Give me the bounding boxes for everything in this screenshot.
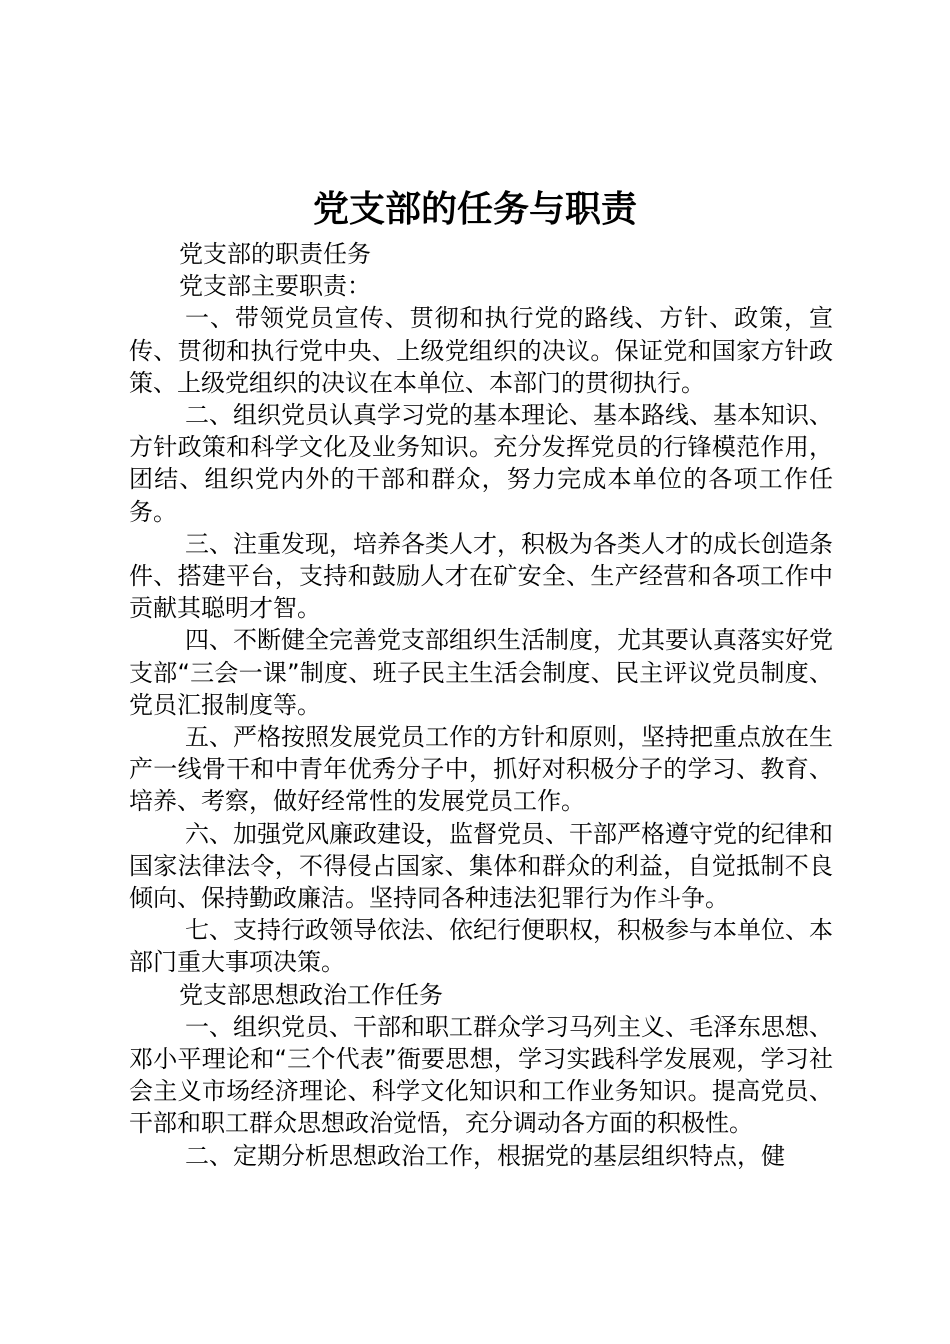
- paragraph-duty-2: 二、组织党员认真学习党的基本理论、基本路线、基本知识、方针政策和科学文化及业务知识。充分发挥党员的行锋模范作用，团结、组织党内外的干部和群众，努力完成本单位的各项工作任务。: [129, 401, 833, 526]
- section-heading-duties-tasks: 党支部的职责任务: [179, 240, 371, 268]
- document-body: [129, 238, 833, 1172]
- paragraph-duty-6: 六、加强党风廉政建设，监督党员、干部严格遵守党的纪律和国家法律法令，不得侵占国家、集体和群众的利益，自觉抵制不良倾向、保持勤政廉洁。坚持同各种违法犯罪行为作斗争。: [129, 819, 833, 913]
- paragraph-duty-3: 三、注重发现，培养各类人才，积极为各类人才的成长创造条件、搭建平台，支持和鼓励人才在矿安全、生产经营和各项工作中贡献其聪明才智。: [129, 529, 833, 623]
- paragraph-duty-5: 五、严格按照发展党员工作的方针和原则，坚持把重点放在生产一线骨干和中青年优秀分子中，抓好对积极分子的学习、教育、培养、考察，做好经常性的发展党员工作。: [129, 723, 833, 816]
- section-heading-ideological-work: 党支部思想政治工作任务: [179, 980, 443, 1009]
- paragraph-duty-4: 四、不断健全完善党支部组织生活制度，尤其要认真落实好党支部“三会一课”制度、班子民主生活会制度、民主评议党员制度、党员汇报制度等。: [129, 626, 833, 719]
- paragraph-task-1: 一、组织党员、干部和职工群众学习马列主义、毛泽东思想、邓小平理论和“三个代表”衙要思想，学习实践科学发展观，学习社会主义市场经济理论、科学文化知识和工作业务知识。提高党员、干部和职工群众思想政治觉悟，充分调动各方面的积极性。: [129, 1012, 833, 1138]
- paragraph-task-2: 二、定期分析思想政治工作，根据党的基层组织特点，健: [185, 1141, 785, 1170]
- paragraph-duty-1: 一、带领党员宣传、贯彻和执行党的路线、方针、政策，宣传、贯彻和执行党中央、上级党组织的决议。保证党和国家方针政策、上级党组织的决议在本单位、本部门的贯彻执行。: [129, 304, 833, 397]
- document-title: 党支部的任务与职责: [312, 188, 637, 230]
- section-heading-main-duties: 党支部主要职责：: [179, 272, 371, 301]
- paragraph-duty-7: 七、支持行政领导依法、依纪行便职权，积极参与本单位、本部门重大事项决策。: [129, 916, 833, 977]
